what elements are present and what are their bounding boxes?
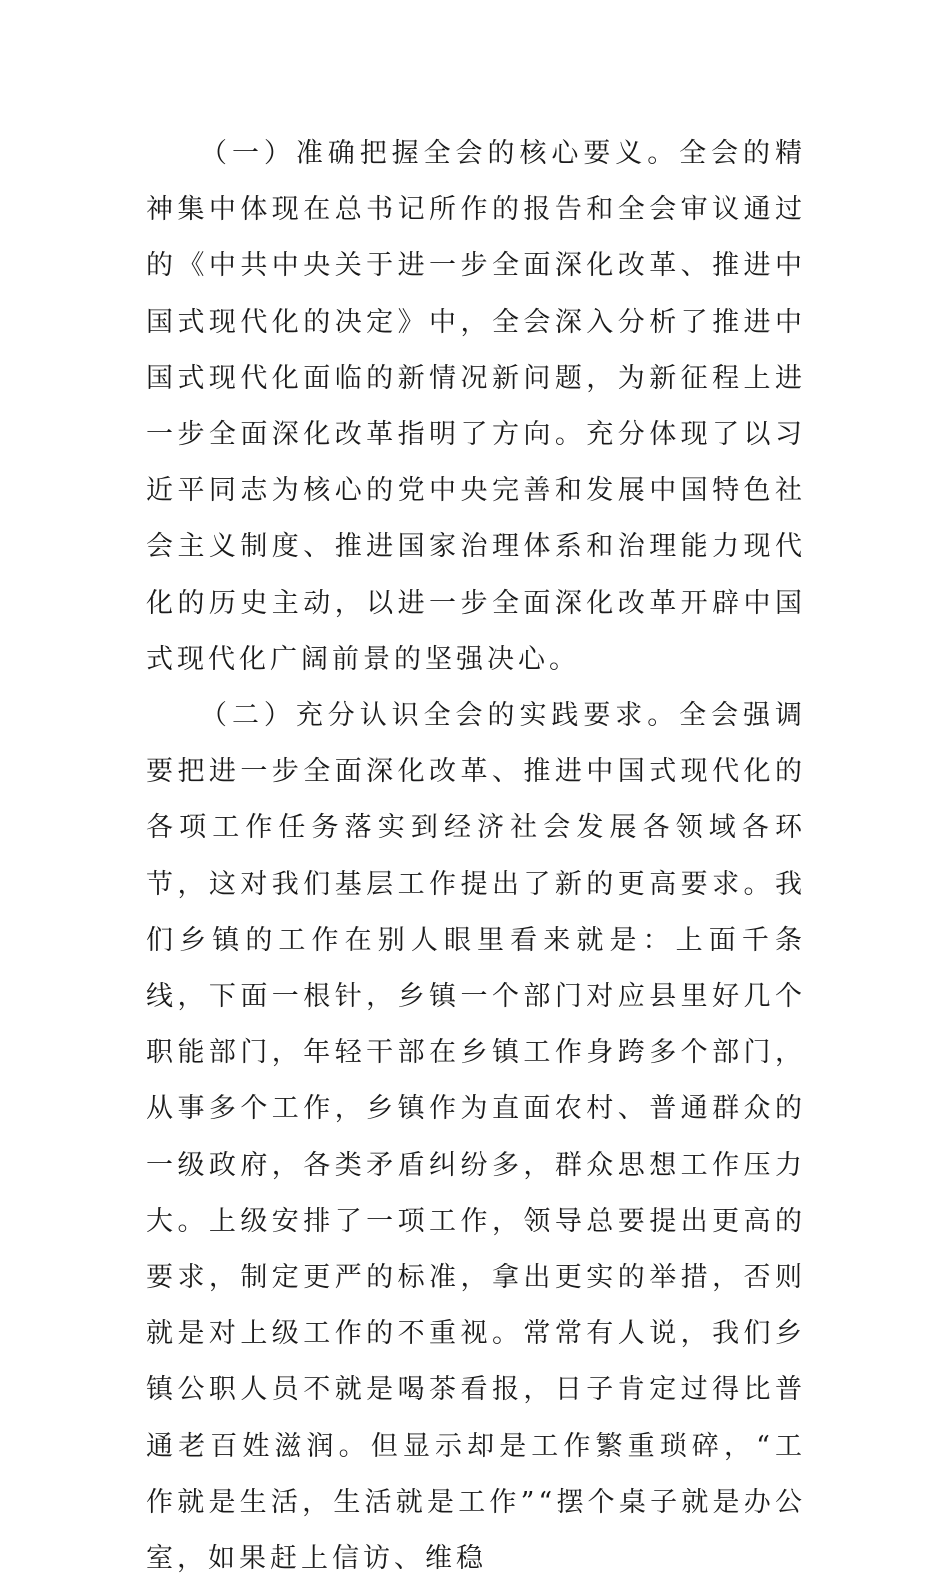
document-body bbox=[146, 126, 806, 1587]
paragraph-practical-requirements: （二）充分认识全会的实践要求。全会强调要把进一步全面深化改革、推进中国式现代化的各项工作任务落实到经济社会发展各领域各环节，这对我们基层工作提出了新的更高要求。我们乡镇的工作在别人眼里看来就是：上面千条线，下面一根针，乡镇一个部门对应县里好几个职能部门，年轻干部在乡镇工作身跨多个部门，从事多个工作，乡镇作为直面农村、普通群众的一级政府，各类矛盾纠纷多，群众思想工作压力大。上级安排了一项工作，领导总要提出更高的要求，制定更严的标准，拿出更实的举措，否则就是对上级工作的不重视。常常有人说，我们乡镇公职人员不就是喝茶看报，日子肯定过得比普通老百姓滋润。但显示却是工作繁重琐碎，“工作就是生活，生活就是工作”“摆个桌子就是办公室，如果赶上信访、维稳 bbox=[146, 700, 806, 1575]
paragraph-core-essence: （一）准确把握全会的核心要义。全会的精神集中体现在总书记所作的报告和全会审议通过的《中共中央关于进一步全面深化改革、推进中国式现代化的决定》中，全会深入分析了推进中国式现代化面临的新情况新问题，为新征程上进一步全面深化改革指明了方向。充分体现了以习近平同志为核心的党中央完善和发展中国特色社会主义制度、推进国家治理体系和治理能力现代化的历史主动，以进一步全面深化改革开辟中国式现代化广阔前景的坚强决心。 bbox=[146, 138, 806, 675]
